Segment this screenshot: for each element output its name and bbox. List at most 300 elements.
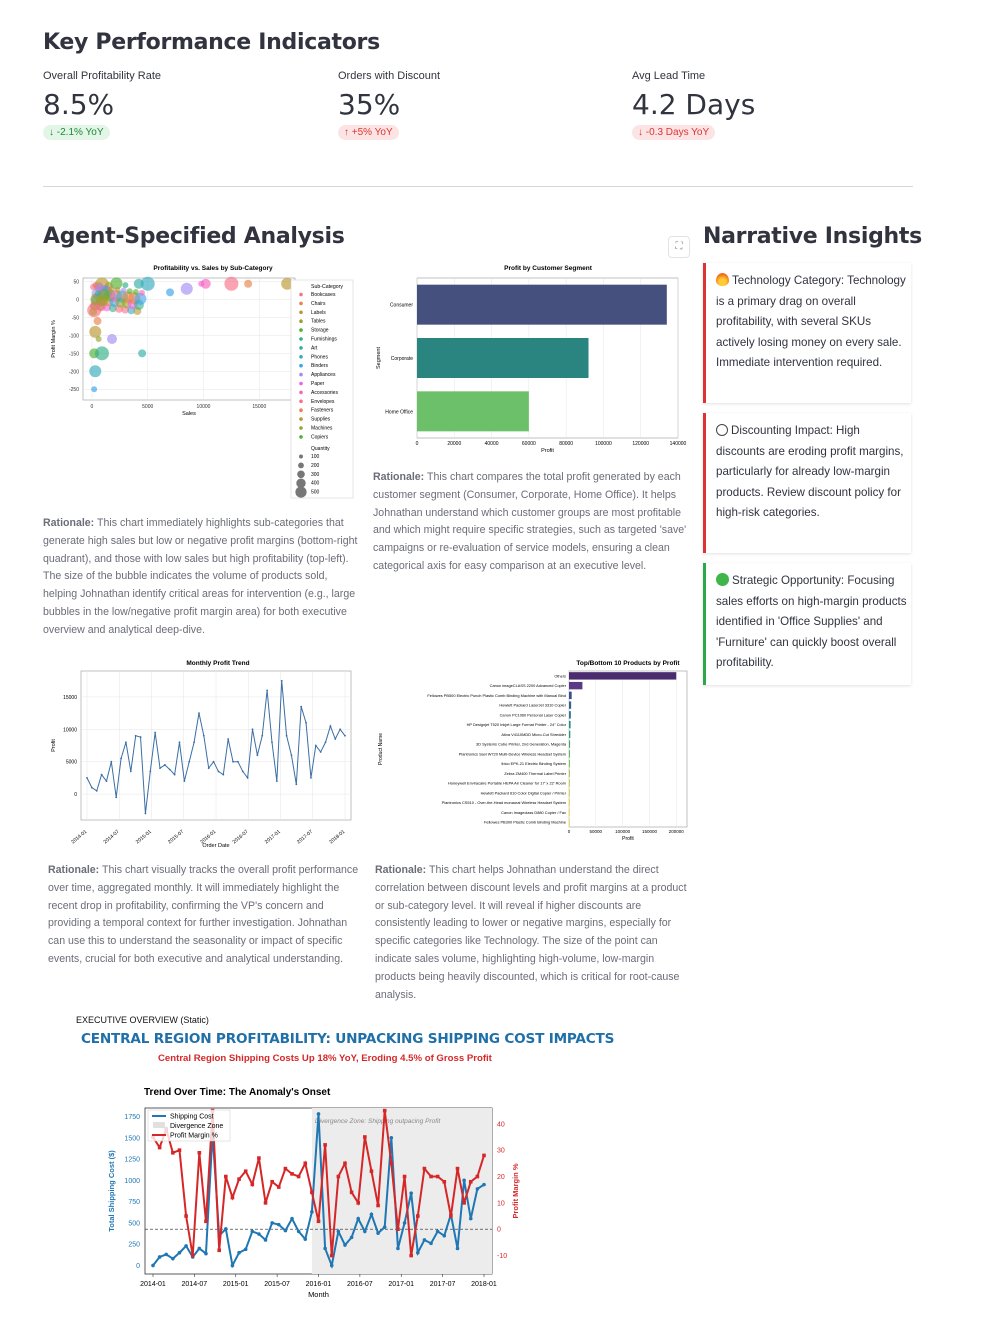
legend-marker [299,391,303,395]
kpi-card-profitability [43,70,293,140]
x-axis-label: Order Date [202,843,230,849]
profit-point [266,690,268,692]
y-tick-label: 1000 [124,1177,140,1185]
legend-label: Furnishings [311,336,337,343]
rationale-text: This chart compares the total profit generated by each customer segment (Consumer, Corporate, Home Office). It helps Johnathan understand which customer groups are most profitable and which might require specific strategies, such as targeted 'save' campaigns or re-evaluation of service models, ensuring a clean categorical axis for easy comparison at an executive level. [373,471,687,572]
profit-margin-point [469,1180,473,1184]
x-tick-label: 140000 [669,441,687,447]
profit-margin-point [482,1154,486,1158]
profit-point [110,761,112,763]
size-legend-marker [295,487,306,498]
legend-label: Divergence Zone [170,1123,224,1130]
rationale-label: Rationale: [375,864,427,876]
y-tick-label: HP Designjet T520 Inkjet Large Format Printer - 24" Color [466,722,566,728]
profit-point [106,780,108,782]
rationale-label: Rationale: [48,864,100,876]
profit-margin-point [191,1254,195,1258]
profit-point [247,777,249,779]
profit-point [208,767,210,769]
kpi-delta-badge [338,125,399,140]
profit-point [198,712,200,714]
x-tick-label: 50000 [589,829,603,834]
profit-margin-point [231,1196,235,1200]
profit-margin-point [217,1248,221,1252]
kpi-value: 8.5% [43,88,115,121]
rationale-text: This chart immediately highlights sub-categories that generate high sales but low or negative profit margins (bottom-right quadrant), and those with low sales but high profitability (top-left). The size of the bubble indicates the volume of products sold, helping Johnathan identify critical areas for intervention (e.g., large bubbles in the low/negative profit margin area) for both executive overview and analytical deep-dive. [43,517,358,636]
legend-label: Chairs [311,300,326,307]
legend-label: Labels [311,309,326,316]
profit-point [329,725,331,727]
size-legend-marker [298,463,304,469]
shipping-cost-point [204,1252,208,1256]
arrow-down-icon: ↓ [49,127,54,138]
chart-title: Profit by Customer Segment [504,265,592,272]
x-tick-label: 150000 [641,829,657,834]
profit-margin-point [284,1167,288,1171]
shipping-cost-point [251,1230,255,1234]
scatter-point [181,283,193,295]
y-tick-label: 3D Systems Cube Printer, 2nd Generation, Magenta [476,741,566,747]
y2-axis-label: Profit Margin % [511,1163,520,1219]
profit-point [320,751,322,753]
legend-marker [299,400,303,404]
x-tick-label: 0 [567,829,571,834]
profit-margin-point [310,1191,314,1195]
y2-tick-label: 0 [497,1226,501,1234]
chart-title: Trend Over Time: The Anomaly's Onset [144,1087,331,1098]
profit-point [120,758,122,760]
y-tick-label: -150 [68,351,79,358]
shipping-cost-point [330,1264,334,1268]
shipping-cost-point [290,1217,294,1221]
x-tick-label: 20000 [447,441,462,447]
y2-tick-label: 20 [497,1174,505,1182]
executive-headline: CENTRAL REGION PROFITABILITY: UNPACKING SHIPPING COST IMPACTS [81,1031,615,1047]
product-bar [569,770,570,777]
legend-marker [299,319,303,323]
y-tick-label: Fellowes PB300 Plastic Comb Binding Machine [484,819,566,825]
x-tick-label: 2015-01 [134,828,153,846]
legend-label: Shipping Cost [170,1113,214,1121]
shipping-cost-point [337,1230,341,1234]
profit-margin-point [158,1146,162,1150]
profit-point [203,735,205,737]
kpi-card-discount [338,70,588,140]
legend-marker [299,435,303,439]
profit-margin-point [363,1135,367,1139]
legend-label: Machines [311,425,333,432]
profit-point [218,771,220,773]
scatter-point [96,336,102,342]
bar-chart-profit-by-segment [370,260,690,460]
rationale-text: This chart helps Johnathan understand the direct correlation between discount levels and profit margins at a product or sub-category level. It will reveal if higher discounts are consistently leading to lower or negative margins, especially for specific categories like Technology. The size of the point can indicate sales volume, highlighting high-volume, low-margin products being heavily discounted, which is critical for root-cause analysis. [375,864,687,1001]
product-bar [569,750,570,757]
segment-bar [417,391,529,431]
x-tick-label: 80000 [559,441,574,447]
profit-point [213,761,215,763]
shipping-cost-point [423,1238,427,1242]
x-tick-label: 200000 [668,829,684,834]
shipping-cost-point [396,1247,400,1251]
profit-point [183,780,185,782]
shipping-cost-point [323,1247,327,1251]
size-legend-marker [299,455,303,459]
profit-margin-point [204,1220,208,1224]
x-tick-label: 2015-01 [222,1281,249,1288]
x-tick-label: 2017-01 [388,1281,415,1288]
size-legend-label: 100 [311,454,320,460]
profit-margin-point [277,1185,281,1189]
scatter-point [244,280,252,288]
kpi-label: Overall Profitability Rate [43,70,161,82]
product-bar [569,721,571,728]
x-tick-label: 2015-07 [264,1281,290,1288]
shipping-cost-point [356,1217,360,1221]
profit-point [149,771,151,773]
legend-marker [299,302,303,306]
size-legend-title: Quantity [311,446,330,452]
shipping-cost-point [317,1112,321,1116]
scatter-point [201,279,211,289]
profit-margin-point [303,1162,307,1166]
y-tick-label: 500 [128,1220,140,1228]
shipping-cost-point [198,1247,202,1251]
legend-label: Paper [311,381,325,387]
kpi-card-lead-time [632,70,882,140]
size-legend-marker [297,471,305,479]
zone-annotation: Divergence Zone: Shipping outpacing Profit [314,1118,441,1125]
y2-tick-label: 40 [497,1121,505,1129]
shipping-cost-point [482,1183,486,1187]
profit-margin-point [270,1180,274,1184]
shipping-cost-point [429,1242,433,1246]
shipping-cost-point [310,1210,314,1214]
profit-point [315,745,317,747]
profit-margin-point [383,1109,387,1113]
profit-point [271,741,273,743]
x-tick-label: 2014-01 [70,828,89,846]
profit-point [300,706,302,708]
clock-icon [716,424,728,436]
profit-margin-point [224,1175,228,1179]
profit-point [96,790,98,792]
y-tick-label: 0 [74,792,77,799]
x-axis-label: Sales [182,411,196,417]
scatter-point [224,277,238,291]
y-tick-label: Honeywell Enviracaire Portable HEPA Air Cleaner for 17' x 22' Room [448,780,566,786]
legend-label: Art [311,345,318,352]
legend-label: Storage [311,327,329,334]
shipping-cost-point [409,1191,413,1195]
x-tick-label: 0 [90,404,94,410]
product-bar [569,740,570,747]
kpi-value: 35% [338,88,401,121]
analysis-section-title: Agent-Specified Analysis [43,224,345,249]
y-tick-label: Others [554,673,566,679]
shipping-cost-point [303,1237,307,1241]
legend-marker [299,337,303,341]
dual-axis-chart-shipping-vs-margin [100,1078,540,1306]
chart-title: Profitability vs. Sales by Sub-Category [153,265,273,272]
profit-margin-point [416,1214,420,1218]
profit-point [291,754,293,756]
legend-marker [299,328,303,332]
profit-margin-point [436,1175,440,1179]
profit-point [164,764,166,766]
x-tick-label: 100000 [595,441,612,447]
y-tick-label: -100 [68,333,79,340]
insight-card-opportunity [703,563,911,685]
arrow-up-icon: ↑ [344,127,349,138]
x-tick-label: 10000 [196,404,211,410]
profit-margin-point [350,1191,354,1195]
profit-margin-point [423,1167,427,1171]
kpi-label: Orders with Discount [338,70,441,82]
profit-point [174,774,176,776]
y-axis-label: Product Name [378,733,384,765]
x-tick-label: 2016-07 [231,828,250,846]
scatter-point [95,346,109,360]
shipping-cost-point [469,1217,473,1221]
profit-point [135,735,137,737]
product-bar [569,799,570,806]
profit-point [222,774,224,776]
profit-point [188,761,190,763]
profit-point [286,735,288,737]
profit-margin-point [198,1151,202,1155]
profit-point [344,735,346,737]
profit-margin-point [257,1156,261,1160]
rationale-products [375,862,691,1004]
shipping-cost-point [270,1221,274,1225]
x-tick-label: 2014-01 [140,1281,166,1288]
legend-label: Copiers [311,434,329,441]
y-tick-label: Plantronics CS510 - Over-the-Head monaural Wireless Headset System [441,800,566,806]
shipping-cost-point [158,1255,162,1259]
arrow-down-icon: ↓ [638,127,643,138]
plot-area [569,671,687,827]
profit-margin-point [184,1214,188,1218]
insight-text: Strategic Opportunity: Focusing sales efforts on high-margin products identified in 'Office Supplies' and 'Furniture' can quickly boost overall profitability. [716,574,907,669]
y-tick-label: Canon Imageclass D880 Copier / Fax [501,809,566,815]
profit-margin-point [449,1214,453,1218]
profit-margin-point [330,1254,334,1258]
profit-point [281,680,283,682]
size-legend-marker [296,479,305,488]
shipping-cost-point [343,1243,347,1247]
product-bar [569,682,582,689]
y-tick-label: Hewlett Packard 610 Color Digital Copier / Printer [480,790,566,796]
x-tick-label: 2018-01 [328,828,347,846]
kpi-delta-badge [632,125,715,140]
legend-label: Bookcases [311,292,336,298]
profit-margin-point [429,1175,433,1179]
profit-point [86,777,88,779]
legend-label: Fasteners [311,407,334,414]
profit-point [91,787,93,789]
scatter-point [122,282,128,288]
executive-label: EXECUTIVE OVERVIEW (Static) [76,1015,209,1025]
shipping-cost-point [376,1231,380,1235]
profit-point [145,813,147,815]
shipping-cost-point [151,1264,155,1268]
y-tick-label: Consumer [389,302,413,309]
profit-margin-point [171,1151,175,1155]
shipping-cost-point [462,1179,466,1183]
rationale-segment [373,469,691,576]
profit-point [159,767,161,769]
shipping-cost-point [231,1264,235,1268]
x-tick-label: 15000 [252,404,267,410]
profit-margin-point [390,1162,394,1166]
product-bar [569,731,570,738]
scatter-point [95,283,103,291]
fire-icon [716,273,729,286]
product-bar [569,692,572,699]
insight-card-discounting [703,413,911,553]
x-tick-label: 2014-07 [102,828,121,846]
scatter-point [141,277,155,291]
y-tick-label: Corporate [390,356,413,362]
legend-marker [299,408,303,412]
shipping-cost-point [390,1136,394,1140]
x-tick-label: 2016-07 [347,1281,373,1288]
x-tick-label: 5000 [142,404,154,410]
shipping-cost-point [476,1187,480,1191]
insight-text: Discounting Impact: High discounts are eroding profit margins, particularly for already low-margin products. Review discount policy for high-risk categories. [716,424,904,519]
y-tick-label: Canon imageCLASS 2200 Advanced Copier [489,683,566,689]
profit-margin-point [237,1177,241,1181]
x-tick-label: 2018-01 [471,1281,497,1288]
chart-title: Top/Bottom 10 Products by Profit [576,660,680,667]
product-bar [569,789,570,796]
shipping-cost-point [257,1232,261,1236]
shipping-cost-point [350,1236,354,1240]
legend-label: Binders [311,363,328,370]
scatter-point [139,290,145,296]
legend-marker [299,373,303,377]
shipping-cost-point [244,1248,248,1252]
profit-margin-point [244,1169,248,1173]
profit-margin-point [264,1201,268,1205]
y-tick-label: -200 [68,369,79,376]
shipping-cost-point [363,1230,367,1234]
shipping-cost-point [442,1234,446,1238]
profit-point [101,774,103,776]
kpi-delta-badge [43,125,110,140]
legend-label: Tables [311,318,326,325]
profit-point [256,754,258,756]
profit-point [227,738,229,740]
y-tick-label: 250 [128,1241,140,1249]
kpi-section-title: Key Performance Indicators [43,30,380,55]
shipping-cost-point [277,1223,281,1227]
x-tick-label: 40000 [484,441,499,447]
green-circle-icon [716,573,729,586]
profit-margin-point [297,1175,301,1179]
scatter-point [91,386,97,392]
x-axis-label: Month [308,1290,329,1299]
legend-marker [299,293,303,297]
shipping-cost-point [383,1225,387,1229]
rationale-label: Rationale: [43,517,95,529]
chart-title: Monthly Profit Trend [186,660,250,667]
executive-subhead: Central Region Shipping Costs Up 18% YoY, Eroding 4.5% of Gross Profit [158,1053,492,1064]
product-bar [569,760,570,767]
size-legend-label: 500 [311,489,320,496]
x-tick-label: 2016-01 [199,828,218,846]
legend-label: Phones [311,354,328,361]
scatter-point [166,288,174,296]
y-tick-label: 15000 [63,694,77,701]
x-tick-label: 2017-07 [429,1281,456,1288]
profit-margin-point [462,1201,466,1205]
profit-point [237,761,239,763]
product-bar [569,672,676,679]
legend-marker [299,364,303,368]
y-tick-label: 1250 [124,1156,140,1164]
kpi-delta-text: +5% YoY [351,127,393,138]
shipping-cost-point [370,1213,374,1217]
y2-tick-label: 30 [497,1147,505,1155]
x-tick-label: 2017-07 [296,828,315,846]
y-tick-label: Zebra ZM400 Thermal Label Printer [504,770,566,776]
profit-point [130,771,132,773]
product-bar [569,809,570,816]
profit-margin-point [370,1169,374,1173]
x-tick-label: 2016-01 [305,1281,332,1288]
kpi-delta-text: -0.3 Days YoY [645,127,710,138]
shipping-cost-point [264,1238,268,1242]
x-tick-label: 2015-07 [167,828,186,846]
bar-chart-top-bottom-products [373,655,691,850]
product-bar [569,779,570,786]
size-legend-label: 300 [311,471,320,478]
y-tick-label: Canon PC1060 Personal Laser Copier [499,712,566,718]
kpi-label: Avg Lead Time [632,70,706,82]
profit-point [125,741,127,743]
shipping-cost-point [403,1221,407,1225]
profit-margin-point [317,1220,321,1224]
profit-point [261,735,263,737]
profit-margin-point [290,1172,294,1176]
profit-margin-point [442,1180,446,1184]
shipping-cost-point [436,1230,440,1234]
shipping-cost-point [284,1229,288,1233]
legend-label: Accessories [311,389,338,396]
x-axis-label: Profit [622,836,634,842]
legend-label: Envelopes [311,398,335,405]
y-axis-label: Profit Margin % [51,320,57,358]
shipping-cost-point [416,1251,420,1255]
shipping-cost-point [164,1253,168,1257]
scatter-point [107,334,117,344]
scatter-chart-profitability-vs-sales [43,260,358,502]
x-tick-label: 100000 [615,829,631,834]
y-tick-label: 10000 [63,727,77,734]
profit-margin-point [178,1148,182,1152]
profit-margin-point [337,1175,341,1179]
insight-card-technology [703,263,911,403]
expand-fullscreen-button[interactable]: ⛶ [668,236,690,258]
y-tick-label: 750 [128,1199,140,1207]
legend-label: Profit Margin % [170,1132,218,1140]
profit-margin-point [409,1254,413,1258]
y-tick-label: 0 [136,1262,140,1270]
legend-marker [299,382,303,386]
y-tick-label: 1500 [124,1135,140,1143]
profit-point [334,738,336,740]
